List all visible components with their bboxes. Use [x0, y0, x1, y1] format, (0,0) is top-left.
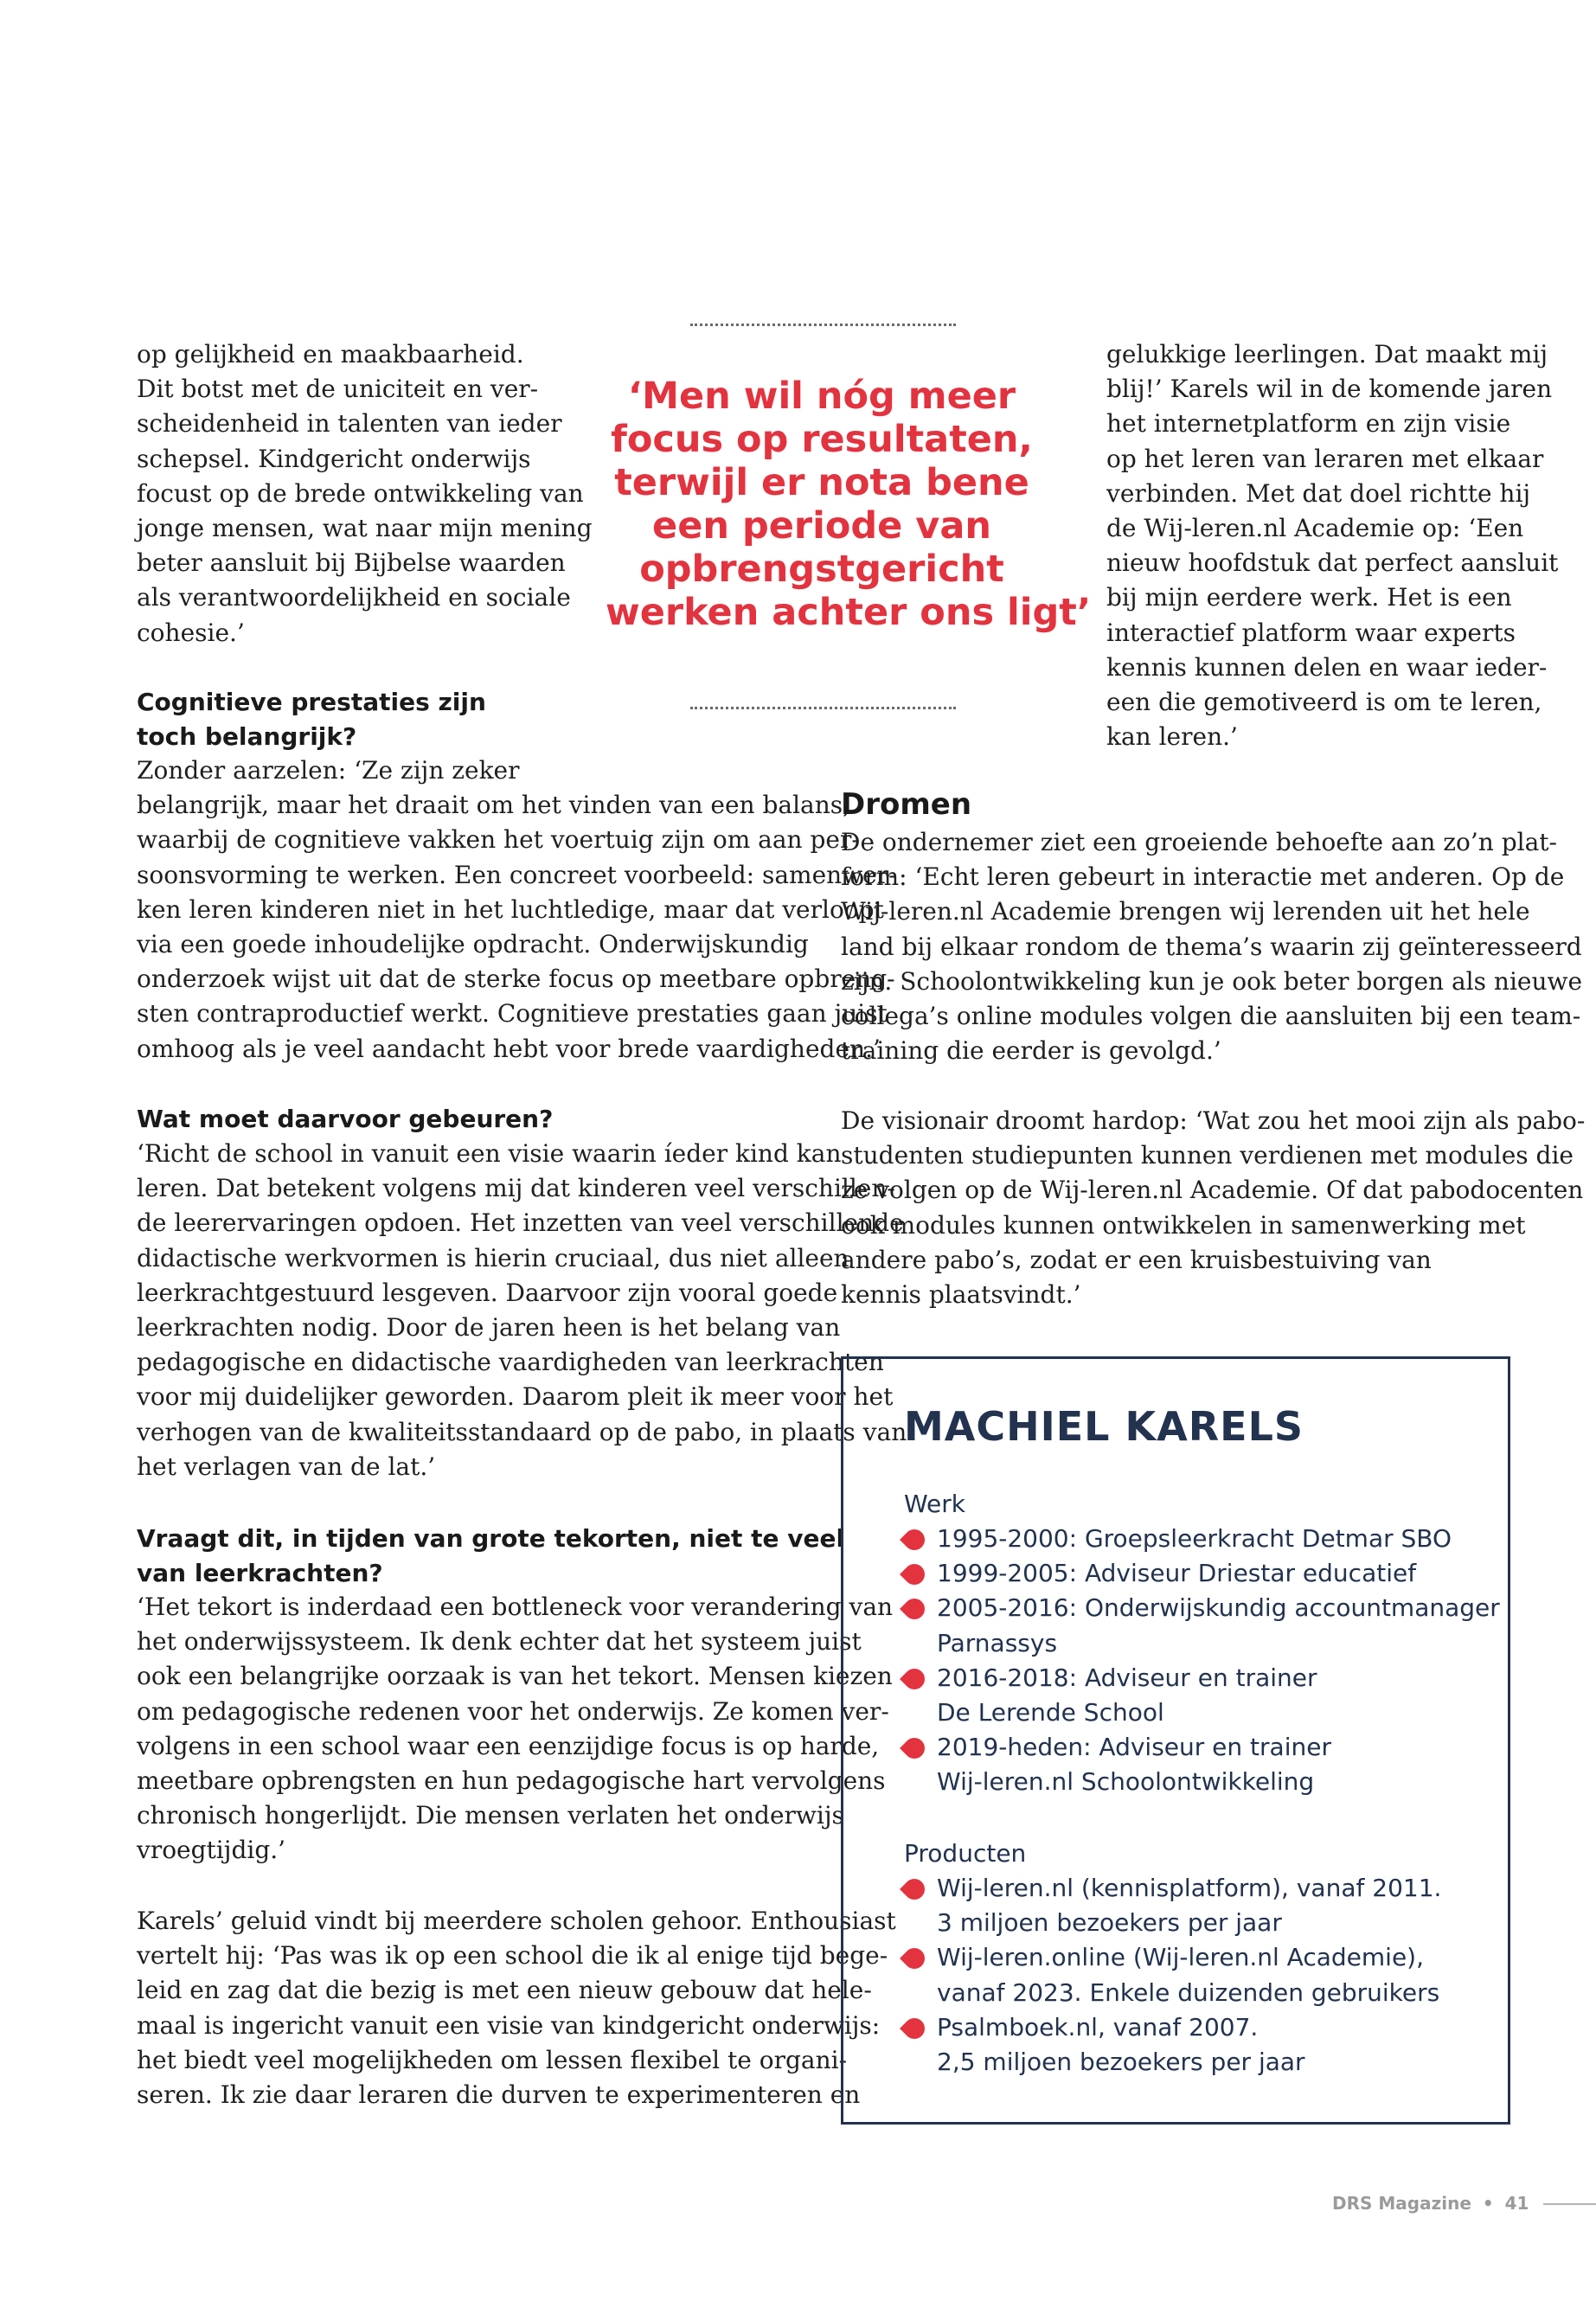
text-line: ‘Het tekort is inderdaad een bottleneck voor verandering van [137, 1593, 894, 1621]
text-line: didactische werkvormen is hierin cruciaal, dus niet alleen [137, 1243, 849, 1272]
text-line: de leerervaringen opdoen. Het inzetten van veel verschillende [137, 1208, 904, 1238]
text-line: leerkrachten nodig. Door de jaren heen is het belang van [137, 1313, 841, 1343]
text-line: ken leren kinderen niet in het luchtledige, maar dat verloopt [137, 894, 884, 924]
bullet-icon [900, 1664, 929, 1694]
bio-list-item [904, 1556, 1500, 1591]
bio-werk-list [904, 1522, 1500, 1800]
text-line: focust op de brede ontwikkeling van [137, 478, 584, 508]
bio-list-item-line: vanaf 2023. Enkele duizenden gebruikers [937, 1977, 1440, 2007]
right-paragraph-1 [841, 825, 1583, 1068]
text-line: het internetplatform en zijn visie [1106, 409, 1511, 439]
heading-dromen: Dromen [841, 787, 972, 822]
text-line: kennis plaatsvindt.’ [841, 1280, 1081, 1310]
text-line: bij mijn eerdere werk. Het is een [1106, 583, 1512, 612]
text-line: van leerkrachten? [137, 1559, 383, 1587]
bio-list-item [904, 1871, 1441, 1940]
text-line: toch belangrijk? [137, 722, 357, 751]
text-line: Karels’ geluid vindt bij meerdere scholen gehoor. Enthousiast [137, 1907, 896, 1935]
text-line: omhoog als je veel aandacht hebt voor brede vaardigheden.’ [137, 1034, 881, 1063]
text-line: opbrengstgericht [639, 548, 1004, 591]
text-line: ‘Richt de school in vanuit een visie waarin íeder kind kan [137, 1139, 842, 1168]
pull-quote-top-divider [690, 324, 956, 326]
footer-rule [1543, 2203, 1596, 2205]
text-line: het biedt veel mogelijkheden om lessen flexibel te organi- [137, 2045, 848, 2074]
text-line: belangrijk, maar het draait om het vinden van een balans, [137, 791, 851, 820]
heading-cognitieve-prestaties [137, 685, 604, 754]
text-line: ook modules kunnen ontwikkelen in samenwerking met [841, 1210, 1526, 1240]
text-line: De visionair droomt hardop: ‘Wat zou het mooi zijn als pabo- [841, 1106, 1586, 1135]
bullet-icon [900, 1594, 929, 1624]
text-line: kennis kunnen delen en waar ieder- [1106, 652, 1548, 682]
text-line: het onderwijssysteem. Ik denk echter dat het systeem juist [137, 1627, 862, 1657]
bio-werk-label: Werk [904, 1490, 965, 1518]
text-line: soonsvorming te werken. Een concreet voorbeeld: samenwer- [137, 860, 897, 889]
text-line: verbinden. Met dat doel richtte hij [1106, 478, 1531, 508]
bio-list-item-line: 2016-2018: Adviseur en trainer [937, 1663, 1317, 1692]
text-line: een periode van [652, 504, 991, 548]
text-line: nieuw hoofdstuk dat perfect aansluit [1106, 548, 1559, 578]
left-paragraph-1 [137, 753, 897, 1067]
text-line: leerkrachtgestuurd lesgeven. Daarvoor zijn vooral goede [137, 1278, 838, 1307]
text-line: maal is ingericht vanuit een visie van kindgericht onderwijs: [137, 2010, 881, 2040]
text-line: form: ‘Echt leren gebeurt in interactie met anderen. Op de [841, 862, 1565, 892]
footer-separator: • [1482, 2193, 1494, 2214]
text-line: cohesie.’ [137, 618, 245, 647]
bio-name: MACHIEL KARELS [904, 1403, 1304, 1450]
bio-list-item-line: 3 miljoen bezoekers per jaar [937, 1908, 1282, 1938]
bullet-icon [900, 1525, 929, 1554]
page-footer [1332, 2192, 1529, 2214]
text-line: leren. Dat betekent volgens mij dat kinderen veel verschillen- [137, 1174, 895, 1203]
bio-box [841, 1356, 1510, 2125]
text-line: om pedagogische redenen voor het onderwijs. Ze komen ver- [137, 1696, 889, 1726]
bullet-icon [900, 1560, 929, 1589]
text-line: Wat moet daarvoor gebeuren? [137, 1105, 554, 1133]
bio-list-item [904, 1591, 1500, 1660]
bio-list-item-line: Wij-leren.nl (kennisplatform), vanaf 2011. [937, 1874, 1442, 1902]
text-line: gelukkige leerlingen. Dat maakt mij [1106, 340, 1548, 369]
text-line: verhogen van de kwaliteitsstandaard op de pabo, in plaats van [137, 1417, 907, 1446]
bio-list-item [904, 2010, 1441, 2080]
text-line: sten contraproductief werkt. Cognitieve prestaties gaan juist [137, 999, 888, 1029]
bio-list-item [904, 1661, 1500, 1730]
left-paragraph-3 [137, 1590, 894, 1868]
bio-producten-list [904, 1871, 1441, 2080]
text-line: De ondernemer ziet een groeiende behoefte aan zo’n plat- [841, 828, 1557, 856]
text-line: via een goede inhoudelijke opdracht. Onderwijskundig [137, 930, 809, 959]
text-line: ze volgen op de Wij-leren.nl Academie. Of dat pabodocenten [841, 1176, 1584, 1205]
bullet-icon [900, 1734, 929, 1763]
text-line: een die gemotiveerd is om te leren, [1106, 688, 1542, 717]
text-line: pedagogische en didactische vaardigheden van leerkrachten [137, 1348, 884, 1377]
bullet-icon [900, 1875, 929, 1904]
text-line: Dit botst met de uniciteit en ver- [137, 375, 539, 404]
text-line: Wij-leren.nl Academie brengen wij lerenden uit het hele [841, 897, 1530, 926]
text-line: zijn. Schoolontwikkeling kun je ook beter borgen als nieuwe [841, 966, 1583, 996]
text-line: vroegtijdig.’ [137, 1836, 286, 1865]
text-line: volgens in een school waar een eenzijdige focus is op harde, [137, 1731, 880, 1760]
text-line: vertelt hij: ‘Pas was ik op een school die ik al enige tijd bege- [137, 1941, 888, 1971]
text-line: voor mij duidelijker geworden. Daarom pleit ik meer voor het [137, 1382, 894, 1412]
right-paragraph-2 [841, 1104, 1586, 1312]
bio-producten-label: Producten [904, 1839, 1027, 1868]
text-line: seren. Ik zie daar leraren die durven te experimenteren en [137, 2080, 861, 2110]
right-intro-paragraph [1106, 337, 1559, 754]
text-line: schepsel. Kindgericht onderwijs [137, 444, 531, 473]
text-line: werken achter ons ligt’ [606, 591, 1092, 634]
pull-quote-bottom-divider [690, 707, 956, 709]
text-line: training die eerder is gevolgd.’ [841, 1036, 1221, 1066]
bio-list-item-line: 1995-2000: Groepsleerkracht Detmar SBO [937, 1524, 1452, 1553]
text-line: Vraagt dit, in tijden van grote tekorten, niet te veel [137, 1524, 845, 1553]
bio-list-item-line: 2005-2016: Onderwijskundig accountmanager [937, 1593, 1500, 1623]
text-line: interactief platform waar experts [1106, 618, 1516, 647]
text-line: scheidenheid in talenten van ieder [137, 409, 562, 439]
text-line: meetbare opbrengsten en hun pedagogische hart vervolgens [137, 1766, 886, 1796]
bio-list-item-line: 2019-heden: Adviseur en trainer [937, 1733, 1331, 1762]
left-paragraph-4 [137, 1904, 896, 2112]
pull-quote [606, 375, 1092, 634]
text-line: blij!’ Karels wil in de komende jaren [1106, 375, 1553, 404]
bio-list-item-line: Parnassys [937, 1628, 1058, 1657]
bio-list-item-line: Wij-leren.nl Schoolontwikkeling [937, 1767, 1315, 1797]
text-line: beter aansluit bij Bijbelse waarden [137, 548, 566, 578]
bullet-icon [900, 1944, 929, 1973]
text-line: terwijl er nota bene [614, 461, 1029, 504]
footer-magazine-name: DRS Magazine [1332, 2193, 1471, 2214]
text-line: ‘Men wil nóg meer [627, 375, 1016, 418]
text-line: Zonder aarzelen: ‘Ze zijn zeker [137, 756, 520, 785]
footer-page-number: 41 [1504, 2193, 1529, 2214]
text-line: studenten studiepunten kunnen verdienen met modules die [841, 1141, 1574, 1170]
text-line: waarbij de cognitieve vakken het voertuig zijn om aan per- [137, 825, 860, 855]
bio-list-item [904, 1522, 1500, 1556]
text-line: collega’s online modules volgen die aansluiten bij een team- [841, 1002, 1581, 1031]
bio-list-item-line: 2,5 miljoen bezoekers per jaar [937, 2048, 1305, 2077]
text-line: op gelijkheid en maakbaarheid. [137, 340, 524, 369]
left-paragraph-2 [137, 1137, 907, 1484]
text-line: focus op resultaten, [611, 418, 1033, 461]
text-line: als verantwoordelijkheid en sociale [137, 583, 571, 612]
bio-list-item-line: Wij-leren.online (Wij-leren.nl Academie), [937, 1943, 1424, 1972]
bio-list-item [904, 1730, 1500, 1799]
text-line: onderzoek wijst uit dat de sterke focus op meetbare opbreng- [137, 965, 895, 994]
bio-list-item-line: 1999-2005: Adviseur Driestar educatief [937, 1559, 1417, 1588]
left-intro-paragraph [137, 337, 593, 651]
heading-vraagt-dit [137, 1522, 845, 1591]
text-line: Cognitieve prestaties zijn [137, 688, 486, 716]
bio-list-item [904, 1940, 1441, 2009]
text-line: land bij elkaar rondom de thema’s waarin zij geïnteresseerd [841, 932, 1582, 961]
bio-list-item-line: Psalmboek.nl, vanaf 2007. [937, 2012, 1259, 2041]
bio-list-item-line: De Lerende School [937, 1698, 1164, 1727]
heading-wat-moet-daarvoor-gebeuren [137, 1102, 811, 1137]
text-line: het verlagen van de lat.’ [137, 1452, 436, 1481]
text-line: de Wij-leren.nl Academie op: ‘Een [1106, 514, 1524, 543]
text-line: op het leren van leraren met elkaar [1106, 444, 1544, 473]
bullet-icon [900, 2014, 929, 2043]
text-line: ook een belangrijke oorzaak is van het tekort. Mensen kiezen [137, 1662, 893, 1691]
text-line: andere pabo’s, zodat er een kruisbestuiving van [841, 1245, 1432, 1274]
text-line: jonge mensen, wat naar mijn mening [137, 514, 593, 543]
text-line: chronisch hongerlijdt. Die mensen verlaten het onderwijs [137, 1801, 844, 1830]
text-line: leid en zag dat die bezig is met een nieuw gebouw dat hele- [137, 1976, 872, 2005]
text-line: kan leren.’ [1106, 722, 1238, 752]
